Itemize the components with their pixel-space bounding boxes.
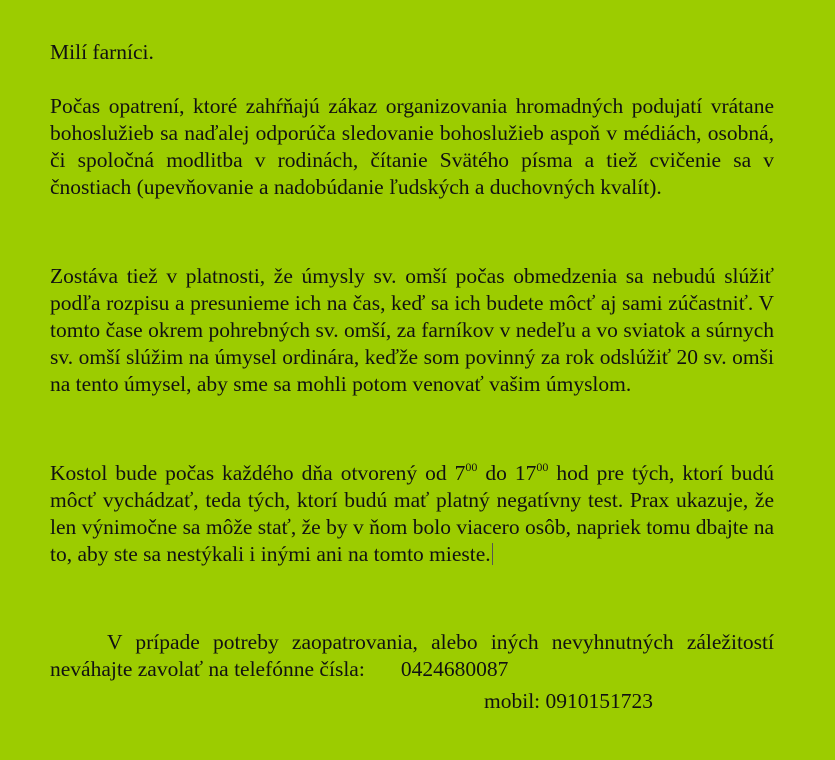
paragraph-1: Počas opatrení, ktoré zahŕňajú zákaz organizovania hromadných podujatí vrátane bohoslužieb sa naďalej odporúča sledovanie bohoslužieb aspoň v médiách, osobná, či spoločná modlitba v rodinách, čítanie Svätého písma a tiež cvičenie sa v čnostiach (upevňovanie a nadobúdanie ľudských a duchovných kvalít). <box>50 94 774 199</box>
p3-text-1: Kostol bude počas každého dňa otvorený od 7 <box>50 461 466 485</box>
p3-superscript-2: 00 <box>536 460 549 474</box>
p4-text: V prípade potreby zaopatrovania, alebo iných nevyhnutných záležitostí neváhajte zavolať na telefónne čísla: <box>50 630 774 681</box>
mobile-number: mobil: 0910151723 <box>484 689 654 713</box>
paragraph-2: Zostáva tiež v platnosti, že úmysly sv. omší počas obmedzenia sa nebudú slúžiť podľa rozpisu a presunieme ich na čas, keď sa ich budete môcť aj sami zúčastniť. V tomto čase okrem pohrebných sv. omší, za farníkov v nedeľu a vo sviatok a súrnych sv. omší slúžim na úmysel ordinára, keďže som povinný za rok odslúžiť 20 sv. omši na tento úmysel, aby sme sa mohli potom venovať vašim úmyslom. <box>50 264 774 396</box>
text-cursor <box>492 543 493 565</box>
paragraph-4 <box>50 629 774 683</box>
p3-text-2: do 17 <box>477 461 537 485</box>
phone-number: 0424680087 <box>400 657 509 681</box>
greeting: Milí farníci. <box>50 40 154 64</box>
p3-superscript-1: 00 <box>465 460 478 474</box>
paragraph-3 <box>50 460 774 568</box>
p3-text-3: hod pre tých, ktorí budú môcť vychádzať, teda tých, ktorí budú mať platný negatívny test. Prax ukazuje, že len výnimočne sa môže stať, že by v ňom bolo viacero osôb, napriek tomu dbajte na to, aby ste sa nestýkali i inými ani na tomto mieste. <box>50 461 775 566</box>
